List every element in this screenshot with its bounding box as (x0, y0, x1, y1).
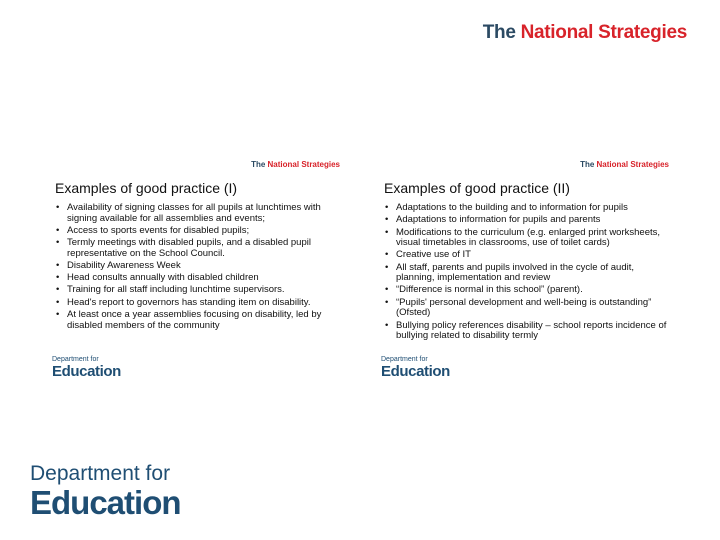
list-item: • Modifications to the curriculum (e.g. enlarged print worksheets, visual timetables in classrooms, use of toilet cards) (381, 228, 671, 249)
national-strategies-logo (483, 22, 687, 44)
logo-dept-text: Department for (52, 356, 99, 363)
brand-name: National Strategies (267, 160, 340, 169)
brand-name: National Strategies (520, 22, 687, 43)
brand-name: National Strategies (596, 160, 669, 169)
list-item: • Head consults annually with disabled children (52, 273, 342, 284)
logo-dept-text: Department for (30, 462, 171, 485)
dfe-logo-small (381, 356, 450, 380)
logo-dept-text: Department for (381, 356, 428, 363)
slide-title: Examples of good practice (II) (384, 180, 570, 196)
list-item: • Availability of signing classes for all pupils at lunchtimes with signing available for all assemblies and events; (52, 203, 342, 224)
brand-the: The (251, 160, 266, 169)
list-item: • Adaptations to the building and to information for pupils (381, 203, 671, 214)
list-item: • Access to sports events for disabled pupils; (52, 226, 342, 237)
list-item: • All staff, parents and pupils involved in the cycle of audit, planning, implementation and review (381, 263, 671, 284)
brand-the: The (482, 22, 516, 43)
list-item: • Adaptations to information for pupils and parents (381, 215, 671, 226)
list-item: • Creative use of IT (381, 250, 671, 261)
slide-title: Examples of good practice (I) (55, 180, 238, 196)
slide-thumbnail-2 (381, 160, 671, 385)
slide-brand-logo (580, 160, 669, 169)
list-item: • Disability Awareness Week (52, 261, 342, 272)
logo-edu-text: Education (52, 363, 121, 380)
list-item: • Training for all staff including lunchtime supervisors. (52, 285, 342, 296)
slide-brand-logo (251, 160, 340, 169)
dfe-logo-small (52, 356, 121, 380)
list-item: • “Pupils' personal development and well-being is outstanding” (Ofsted) (381, 298, 671, 319)
bullet-list (381, 203, 671, 343)
dfe-logo (30, 462, 181, 520)
list-item: • Head's report to governors has standing item on disability. (52, 298, 342, 309)
logo-edu-text: Education (30, 484, 181, 521)
bullet-list (52, 203, 342, 333)
brand-the: The (580, 160, 595, 169)
list-item: • “Difference is normal in this school” (parent). (381, 285, 671, 296)
slide-thumbnail-1 (52, 160, 342, 385)
list-item: • Bullying policy references disability – school reports incidence of bullying related to disability termly (381, 321, 671, 342)
logo-edu-text: Education (381, 363, 450, 380)
list-item: • Termly meetings with disabled pupils, and a disabled pupil representative on the School Council. (52, 238, 342, 259)
list-item: • At least once a year assemblies focusing on disability, led by disabled members of the community (52, 310, 342, 331)
